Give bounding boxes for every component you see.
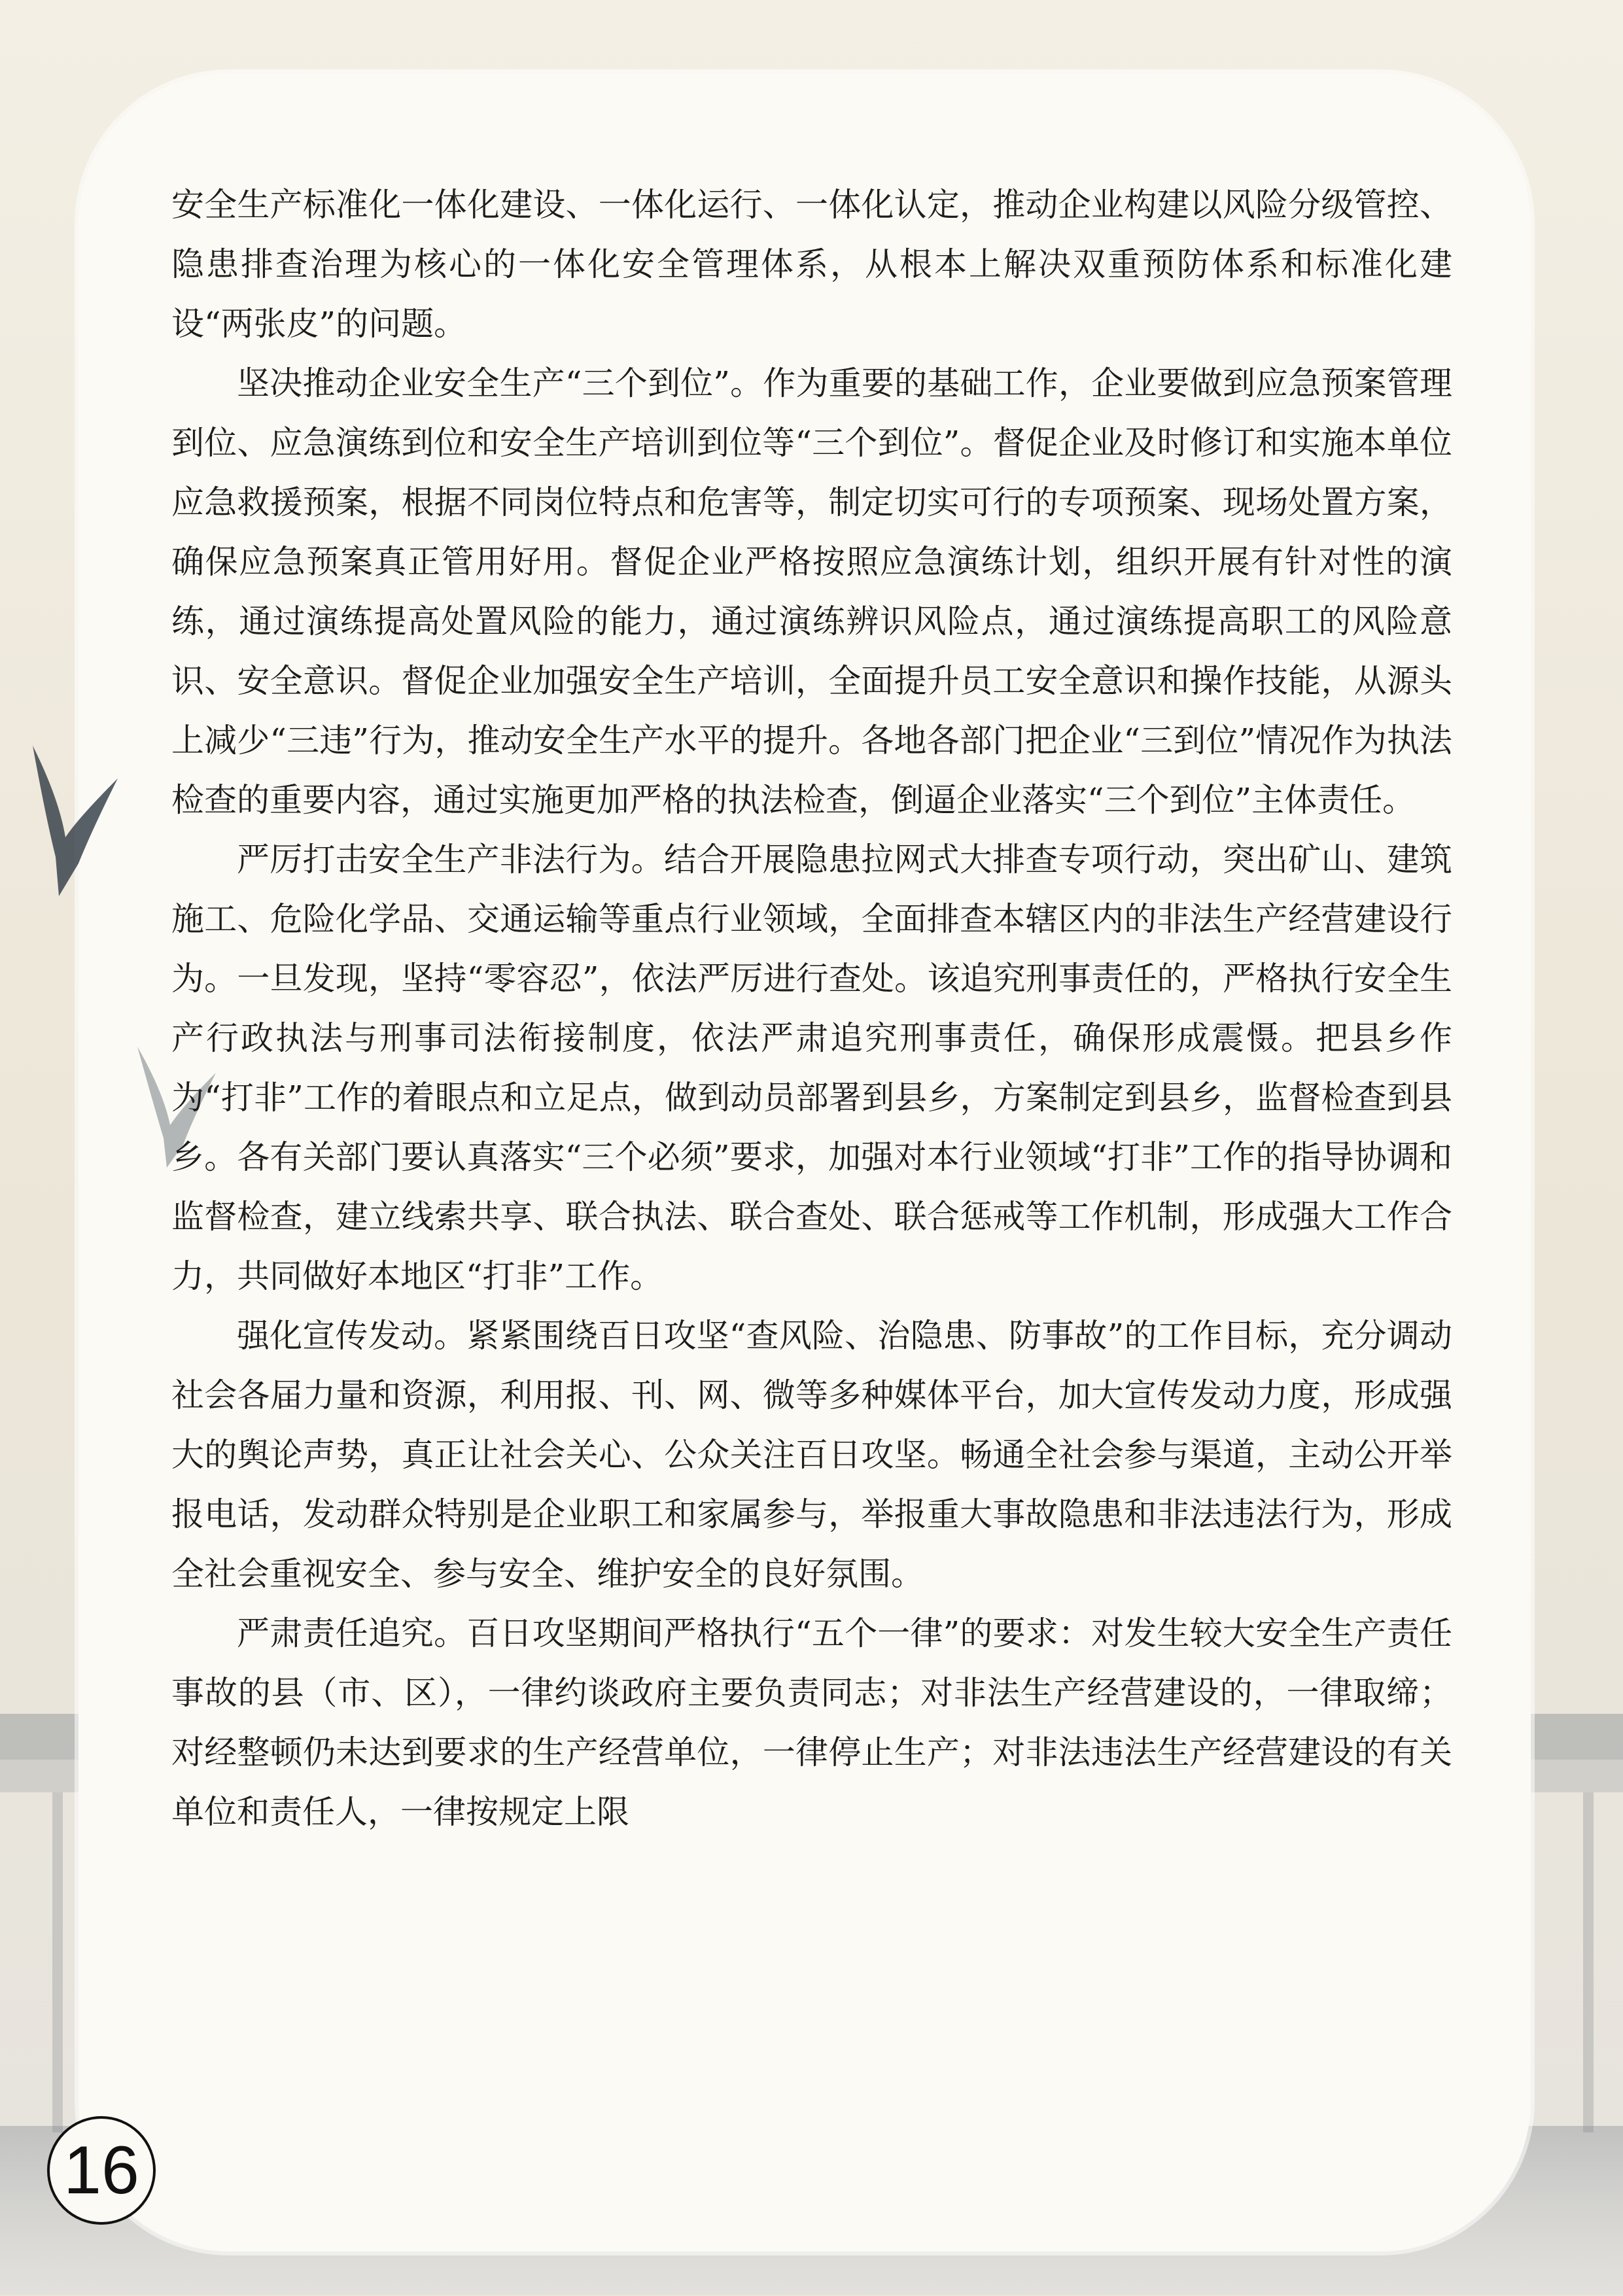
page-number-badge <box>47 2116 156 2225</box>
paragraph: 严肃责任追究。百日攻坚期间严格执行“五个一律”的要求：对发生较大安全生产责任事故的县（市、区），一律约谈政府主要负责同志；对非法生产经营建设的，一律取缔；对经整顿仍未达到要求的生产经营单位，一律停止生产；对非法违法生产经营建设的有关单位和责任人，一律按规定上限 <box>171 1614 1452 1831</box>
article-body <box>171 175 1452 1842</box>
paragraph: 强化宣传发动。紧紧围绕百日攻坚“查风险、治隐患、防事故”的工作目标，充分调动社会各届力量和资源，利用报、刊、网、微等多种媒体平台，加大宣传发动力度，形成强大的舆论声势，真正让社会关心、公众关注百日攻坚。畅通全社会参与渠道，主动公开举报电话，发动群众特别是企业职工和家属参与，举报重大事故隐患和非法违法行为，形成全社会重视安全、参与安全、维护安全的良好氛围。 <box>171 1317 1452 1593</box>
paragraph: 安全生产标准化一体化建设、一体化运行、一体化认定，推动企业构建以风险分级管控、隐患排查治理为核心的一体化安全管理体系，从根本上解决双重预防体系和标准化建设“两张皮”的问题。 <box>171 186 1452 343</box>
page-number: 16 <box>63 2132 139 2208</box>
paragraph: 坚决推动企业安全生产“三个到位”。作为重要的基础工作，企业要做到应急预案管理到位、应急演练到位和安全生产培训到位等“三个到位”。督促企业及时修订和实施本单位应急救援预案，根据不同岗位特点和危害等，制定切实可行的专项预案、现场处置方案，确保应急预案真正管用好用。督促企业严格按照应急演练计划，组织开展有针对性的演练，通过演练提高处置风险的能力，通过演练辨识风险点，通过演练提高职工的风险意识、安全意识。督促企业加强安全生产培训，全面提升员工安全意识和操作技能，从源头上减少“三违”行为，推动安全生产水平的提升。各地各部门把企业“三到位”情况作为执法检查的重要内容，通过实施更加严格的执法检查，倒逼企业落实“三个到位”主体责任。 <box>171 364 1452 819</box>
swallow-icon <box>20 739 131 903</box>
paragraph: 严厉打击安全生产非法行为。结合开展隐患拉网式大排查专项行动，突出矿山、建筑施工、危险化学品、交通运输等重点行业领域，全面排查本辖区内的非法生产经营建设行为。一旦发现，坚持“零容忍”，依法严厉进行查处。该追究刑事责任的，严格执行安全生产行政执法与刑事司法衔接制度，依法严肃追究刑事责任，确保形成震慑。把县乡作为“打非”工作的着眼点和立足点，做到动员部署到县乡，方案制定到县乡，监督检查到县乡。各有关部门要认真落实“三个必须”要求，加强对本行业领域“打非”工作的指导协调和监督检查，建立线索共享、联合执法、联合查处、联合惩戒等工作机制，形成强大工作合力，共同做好本地区“打非”工作。 <box>171 841 1452 1295</box>
